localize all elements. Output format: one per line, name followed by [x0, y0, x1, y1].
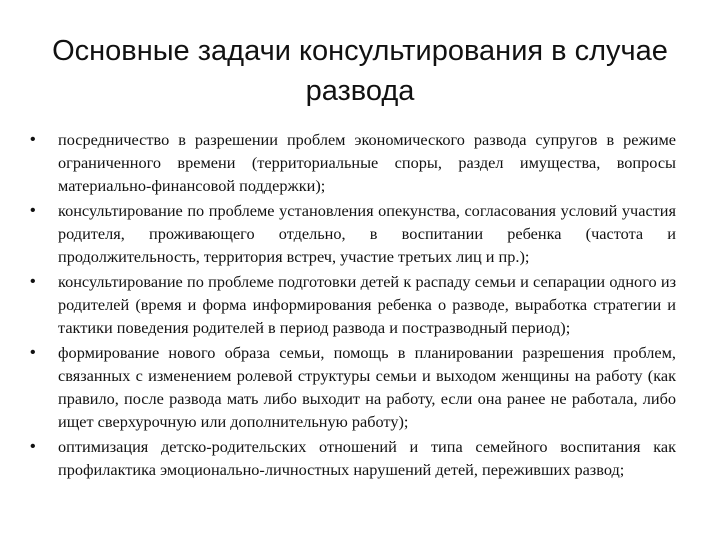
bullet-item [26, 341, 676, 433]
bullet-text: консультирование по проблеме установления опекунства, согласования условий участия родителя, проживающего отдельно, в воспитании ребенка (частота и продолжительность, территория встреч, участие третьих лиц и пр.); [58, 201, 676, 266]
bullet-text: консультирование по проблеме подготовки детей к распаду семьи и сепарации одного из родителей (время и форма информирования ребенка о разводе, выработка стратегии и тактики поведения родителей в период развода и постразводный период); [58, 272, 676, 337]
bullet-text: оптимизация детско-родительских отношений и типа семейного воспитания как профилактика эмоционально-личностных нарушений детей, переживших развод; [58, 437, 676, 479]
bullet-item [26, 128, 676, 197]
bullet-icon: • [30, 202, 36, 219]
bullet-item [26, 435, 676, 481]
bullet-icon: • [30, 344, 36, 361]
bullet-item [26, 199, 676, 268]
slide-title: Основные задачи консультирования в случае развода [52, 35, 668, 107]
bullet-item [26, 270, 676, 339]
bullet-text: формирование нового образа семьи, помощь в планировании разрешения проблем, связанных с изменением ролевой структуры семьи и выходом женщины на работу (как правило, после развода мать либо выходит на работу, если она ранее не работала, либо ищет сверхурочную или дополнительную работу); [58, 343, 676, 431]
bullet-icon: • [30, 438, 36, 455]
bullet-icon: • [30, 273, 36, 290]
bullet-list [26, 128, 676, 483]
bullet-text: посредничество в разрешении проблем экономического развода супругов в режиме ограниченного времени (территориальные споры, раздел имущества, вопросы материально-финансовой поддержки); [58, 130, 676, 195]
bullet-icon: • [30, 131, 36, 148]
